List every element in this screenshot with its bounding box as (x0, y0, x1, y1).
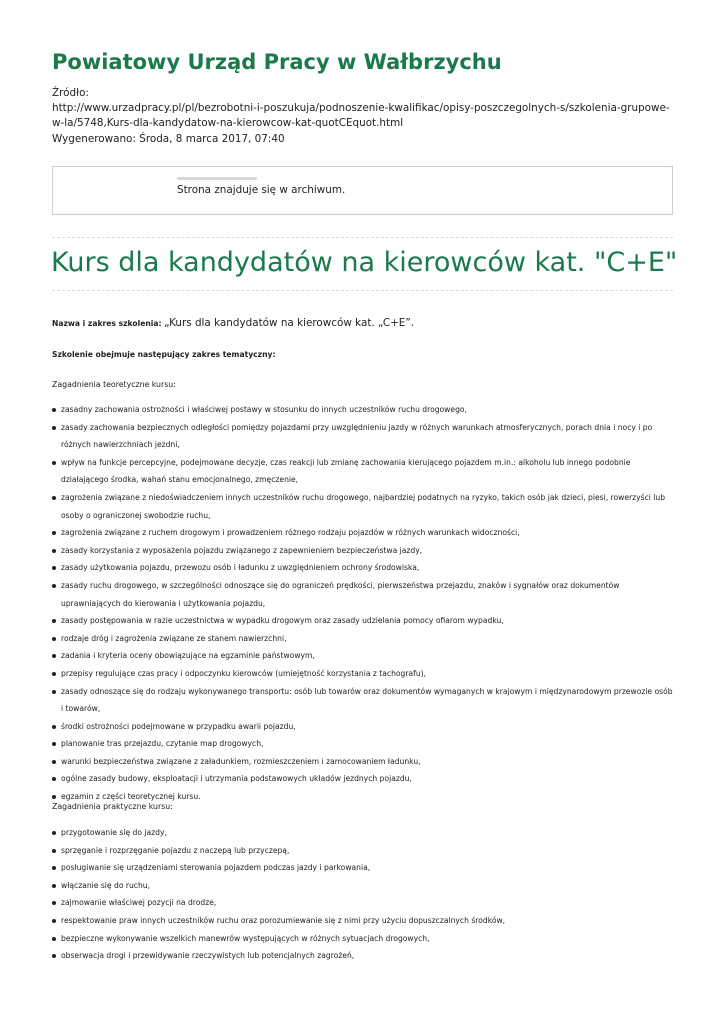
page-title: Kurs dla kandydatów na kierowców kat. "C+E" (51, 247, 678, 278)
source-meta (52, 86, 677, 147)
list-item: ogólne zasady budowy, eksploatacji i utrzymania podstawowych układów jezdnych pojazdu, (52, 770, 677, 788)
course-name-value: „Kurs dla kandydatów na kierowców kat. „C+E”. (164, 317, 415, 329)
list-item: zagrożenia związane z ruchem drogowym i prowadzeniem różnego rodzaju pojazdów w różnych warunkach widoczności, (52, 524, 677, 542)
divider-top (52, 237, 673, 238)
divider-bottom (52, 290, 673, 291)
list-item: respektowanie praw innych uczestników ruchu oraz porozumiewanie się z nimi przy użyciu dopuszczalnych środków, (52, 912, 677, 930)
practice-heading: Zagadnienia praktyczne kursu: (52, 802, 173, 811)
list-item: planowanie tras przejazdu, czytanie map drogowych, (52, 735, 677, 753)
list-item: zasady zachowania bezpiecznych odległości pomiędzy pojazdami przy uwzględnieniu jazdy w różnych warunkach atmosferycznych, porach dnia i nocy i po różnych nawierzchniach jezdni, (52, 419, 677, 454)
list-item: warunki bezpieczeństwa związane z załadunkiem, rozmieszczeniem i zamocowaniem ładunku, (52, 753, 677, 771)
source-label: Źródło: (52, 87, 89, 99)
list-item: zasady odnoszące się do rodzaju wykonywanego transportu: osób lub towarów oraz dokumentów wymaganych w krajowym i międzynarodowym przewozie osób i towarów, (52, 683, 677, 718)
generated-date: Wygenerowano: Środa, 8 marca 2017, 07:40 (52, 132, 285, 145)
archive-text: Strona znajduje się w archiwum. (177, 184, 346, 196)
site-title: Powiatowy Urząd Pracy w Wałbrzychu (52, 50, 502, 74)
list-item: obserwacja drogi i przewidywanie rzeczywistych lub potencjalnych zagrożeń, (52, 947, 677, 965)
course-name-label: Nazwa i zakres szkolenia: (52, 319, 162, 328)
list-item: przygotowanie się do jazdy, (52, 824, 677, 842)
list-item: włączanie się do ruchu, (52, 877, 677, 895)
list-item: zajmowanie właściwej pozycji na drodze, (52, 894, 677, 912)
archive-divider (177, 177, 257, 180)
list-item: środki ostrożności podejmowane w przypadku awarii pojazdu, (52, 718, 677, 736)
list-item: zasadny zachowania ostrożności i właściwej postawy w stosunku do innych uczestników ruchu drogowego, (52, 401, 677, 419)
list-item: egzamin z części teoretycznej kursu. (52, 788, 677, 806)
list-item: bezpieczne wykonywanie wszelkich manewrów występujących w różnych sytuacjach drogowych, (52, 930, 677, 948)
list-item: wpływ na funkcje percepcyjne, podejmowane decyzje, czas reakcji lub zmianę zachowania kierującego pojazdem m.in.: alkoholu lub innego podobnie działającego środka, wahań stanu emocjonalnego, zmęczenie, (52, 454, 677, 489)
list-item: przepisy regulujące czas pracy i odpoczynku kierowców (umiejętność korzystania z tachografu), (52, 665, 677, 683)
list-item: sprzęganie i rozprzęganie pojazdu z naczepą lub przyczepą, (52, 842, 677, 860)
list-item: zagrożenia związane z niedoświadczeniem innych uczestników ruchu drogowego, najbardziej podatnych na ryzyko, takich osób jak dzieci, piesi, rowerzyści lub osoby o ograniczonej swobodzie ruchu, (52, 489, 677, 524)
list-item: posługiwanie się urządzeniami sterowania pojazdem podczas jazdy i parkowania, (52, 859, 677, 877)
course-name-line (52, 317, 414, 329)
scope-heading: Szkolenie obejmuje następujący zakres tematyczny: (52, 350, 276, 359)
list-item: zasady ruchu drogowego, w szczególności odnoszące się do ograniczeń prędkości, pierwszeństwa przejazdu, znaków i sygnałów oraz dokumentów uprawniających do kierowania i użytkowania pojazdu, (52, 577, 677, 612)
practice-list (52, 824, 677, 965)
list-item: zasady postępowania w razie uczestnictwa w wypadku drogowym oraz zasady udzielania pomocy ofiarom wypadku, (52, 612, 677, 630)
list-item: rodzaje dróg i zagrożenia związane ze stanem nawierzchni, (52, 630, 677, 648)
archive-notice (52, 166, 673, 215)
list-item: zadania i kryteria oceny obowiązujące na egzaminie państwowym, (52, 647, 677, 665)
theory-list (52, 401, 677, 806)
list-item: zasady użytkowania pojazdu, przewozu osób i ładunku z uwzględnieniem ochrony środowiska, (52, 559, 677, 577)
list-item: zasady korzystania z wyposażenia pojazdu związanego z zapewnieniem bezpieczeństwa jazdy, (52, 542, 677, 560)
source-url[interactable]: http://www.urzadpracy.pl/pl/bezrobotni-i-poszukuja/podnoszenie-kwalifikac/opisy-poszczegolnych-s/szkolenia-grupowe-w-la/5748,Kurs-dla-kandydatow-na-kierowcow-kat-quotCEquot.html (52, 102, 670, 130)
theory-heading: Zagadnienia teoretyczne kursu: (52, 380, 176, 389)
